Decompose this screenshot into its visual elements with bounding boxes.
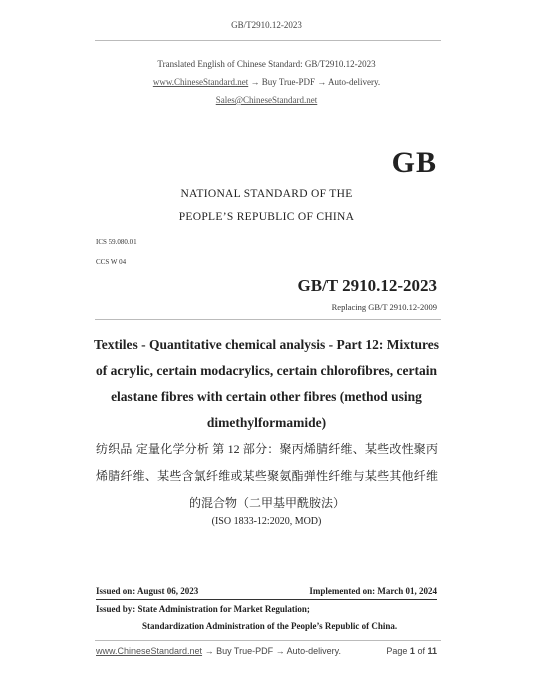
page-total: 11 [427,646,437,656]
website-link[interactable]: www.ChineseStandard.net [152,77,249,87]
title-divider [95,319,441,320]
page-current: 1 [409,646,415,656]
national-standard-line1: NATIONAL STANDARD OF THE [180,188,353,200]
translated-line: Translated English of Chinese Standard: GB/T2910.12-2023 [157,59,376,69]
implemented-on: Implemented on: March 01, 2024 [309,586,437,596]
page-indicator [386,646,437,656]
footer-purchase-line [96,646,341,656]
email-line [0,95,533,105]
page-label: Page [386,646,408,656]
header-divider [95,40,441,41]
buy-text: → Buy True-PDF → Auto-delivery. [248,77,381,87]
gb-logo: GB [391,146,437,179]
standard-number: GB/T 2910.12-2023 [297,276,437,295]
title-chinese: 纺织品 定量化学分析 第 12 部分：聚丙烯腈纤维、某些改性聚丙烯腈纤维、某些含氯纤维或某些聚氨酯弹性纤维与某些其他纤维的混合物（二甲基甲酰胺法） [96,442,438,510]
page-of: of [417,646,425,656]
footer-website-link[interactable]: www.ChineseStandard.net [96,646,203,656]
title-english: Textiles - Quantitative chemical analysis - Part 12: Mixtures of acrylic, certain modacrylics, certain chlorofibres, certain elastane fibres with certain other fibres (method using dimethylformamide) [94,337,439,430]
issued-by-line2: Standardization Administration of the People’s Republic of China. [142,621,398,631]
purchase-line [0,77,533,87]
national-standard-line2: PEOPLE’S REPUBLIC OF CHINA [178,211,355,223]
email-link[interactable]: Sales@ChineseStandard.net [215,95,318,105]
issued-by-line1: Issued by: State Administration for Market Regulation; [96,604,310,614]
footer-divider [95,640,441,641]
footer-buy-text: → Buy True-PDF → Auto-delivery. [202,646,341,656]
ics-code: ICS 59.080.01 [96,238,137,246]
issue-divider [96,599,437,600]
iso-reference: (ISO 1833-12:2020, MOD) [211,516,322,527]
replacing-note: Replacing GB/T 2910.12-2009 [331,302,437,312]
header-doc-code: GB/T2910.12-2023 [231,20,302,30]
ccs-code: CCS W 04 [96,258,127,266]
issued-on: Issued on: August 06, 2023 [96,586,199,596]
